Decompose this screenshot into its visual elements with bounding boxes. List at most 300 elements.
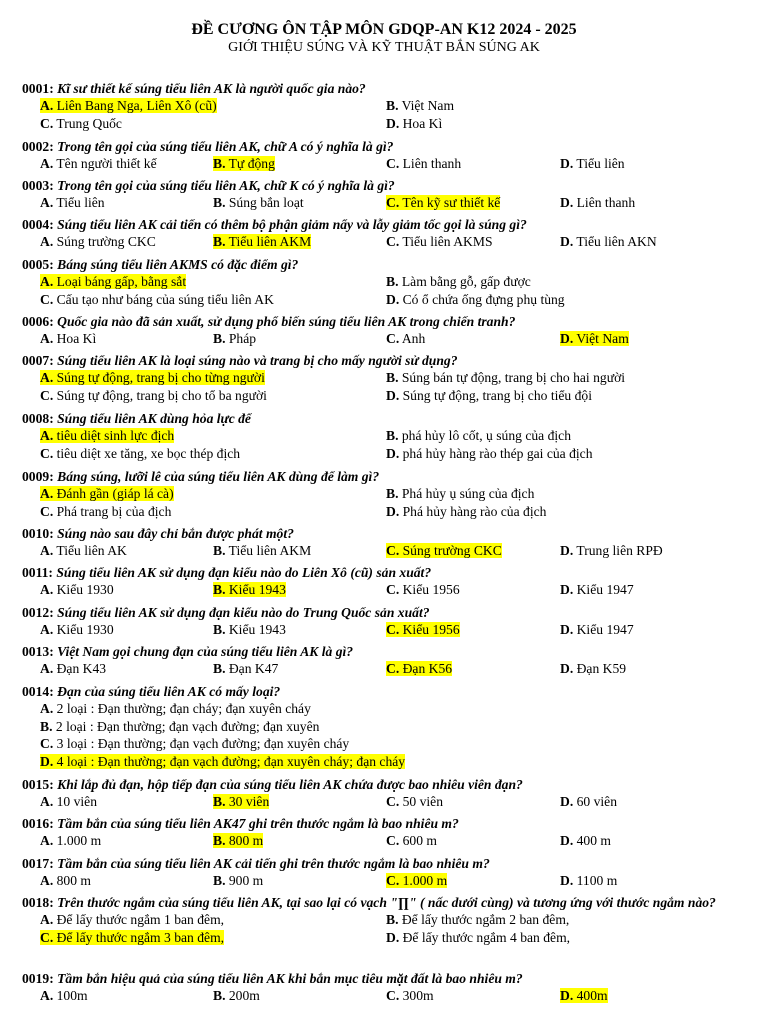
option-d bbox=[560, 661, 626, 677]
option-letter: C. bbox=[386, 156, 400, 171]
option-letter: B. bbox=[213, 582, 226, 597]
option-c bbox=[386, 582, 460, 598]
option-text: Đạn K43 bbox=[53, 661, 107, 676]
options-row bbox=[22, 660, 750, 679]
option-text: 900 m bbox=[225, 873, 264, 888]
options-row bbox=[22, 369, 750, 387]
option-letter: D. bbox=[560, 988, 574, 1003]
question-stem bbox=[22, 604, 750, 621]
question-stem bbox=[22, 256, 750, 273]
option-text: tiêu diệt xe tăng, xe bọc thép địch bbox=[53, 445, 241, 461]
option-letter: B. bbox=[213, 988, 226, 1003]
option-d bbox=[386, 504, 546, 520]
option-text: Tên người thiết kế bbox=[53, 156, 157, 171]
question-text: Súng tiểu liên AK dùng hỏa lực để bbox=[57, 411, 251, 426]
option-c bbox=[40, 446, 240, 462]
option-text: Súng bán tự động, trang bị cho hai người bbox=[398, 370, 626, 385]
option-text: Kiểu 1943 bbox=[225, 622, 286, 637]
options-row bbox=[22, 387, 750, 406]
option-letter: A. bbox=[40, 988, 54, 1003]
option-letter: A. bbox=[40, 833, 54, 848]
option-letter: A. bbox=[40, 701, 54, 716]
option-c bbox=[386, 543, 502, 559]
option-letter: D. bbox=[560, 195, 574, 210]
option-a bbox=[40, 428, 174, 444]
options-row bbox=[22, 291, 750, 310]
option-body bbox=[40, 661, 106, 676]
option-body bbox=[40, 234, 156, 249]
option-text: Phá hủy ụ súng của địch bbox=[398, 486, 535, 501]
question-stem bbox=[22, 352, 750, 369]
option-c bbox=[386, 833, 437, 849]
option-letter: C. bbox=[386, 622, 400, 637]
correct-answer-highlight bbox=[386, 195, 500, 210]
option-b bbox=[213, 543, 311, 559]
page-subtitle: GIỚI THIỆU SÚNG VÀ KỸ THUẬT BẮN SÚNG AK bbox=[228, 40, 540, 55]
option-text: 400 m bbox=[573, 833, 611, 848]
option-body bbox=[386, 794, 443, 809]
option-text: Súng tự động, trang bị cho từng người bbox=[53, 370, 265, 385]
option-letter: C. bbox=[386, 661, 400, 676]
option-letter: A. bbox=[40, 195, 54, 210]
option-b bbox=[213, 661, 278, 677]
option-text: Liên thanh bbox=[573, 195, 636, 210]
option-letter: C. bbox=[40, 445, 54, 461]
option-body bbox=[40, 504, 171, 519]
option-text: 100m bbox=[53, 988, 88, 1003]
option-text: phá hủy lô cốt, ụ súng của địch bbox=[398, 428, 571, 443]
option-body bbox=[40, 116, 122, 131]
question-text: Khi lắp đủ đạn, hộp tiếp đạn của súng tiểu liên AK chứa được bao nhiêu viên đạn? bbox=[57, 777, 523, 792]
option-d bbox=[560, 833, 611, 849]
option-letter: B. bbox=[386, 98, 399, 113]
option-text: Pháp bbox=[225, 331, 257, 346]
option-c bbox=[386, 622, 460, 638]
option-letter: B. bbox=[386, 428, 399, 443]
question-number: 0014: bbox=[22, 684, 54, 699]
option-letter: A. bbox=[40, 873, 54, 888]
options-row bbox=[22, 581, 750, 600]
option-a bbox=[40, 274, 186, 290]
question-0017 bbox=[22, 855, 750, 891]
correct-answer-highlight bbox=[213, 794, 269, 809]
option-body bbox=[386, 833, 437, 848]
option-letter: C. bbox=[40, 387, 54, 403]
correct-answer-highlight bbox=[40, 428, 174, 443]
options-row bbox=[22, 427, 750, 445]
option-text: Kiểu 1956 bbox=[399, 582, 460, 597]
option-text: 1100 m bbox=[573, 873, 618, 888]
option-a bbox=[40, 156, 157, 172]
option-text: 800 m bbox=[53, 873, 91, 888]
option-d bbox=[560, 582, 634, 598]
option-text: 2 loại : Đạn thường; đạn vạch đường; đạn xuyên bbox=[52, 718, 320, 734]
option-d bbox=[386, 446, 593, 462]
option-d bbox=[560, 873, 617, 889]
options-row bbox=[22, 987, 750, 1006]
option-body bbox=[40, 719, 319, 734]
option-c bbox=[386, 156, 461, 172]
option-body bbox=[560, 543, 663, 558]
option-letter: A. bbox=[40, 582, 54, 597]
option-text: Súng tự động, trang bị cho tiểu đội bbox=[399, 387, 592, 403]
option-letter: D. bbox=[386, 445, 400, 461]
option-body bbox=[40, 582, 114, 597]
option-text: 1.000 m bbox=[53, 833, 102, 848]
correct-answer-highlight bbox=[40, 98, 217, 113]
option-text: Việt Nam bbox=[573, 331, 629, 346]
question-number: 0003: bbox=[22, 178, 54, 193]
options-row bbox=[22, 735, 750, 753]
question-text: Tầm bắn của súng tiểu liên AK47 ghi trên thước ngắm là bao nhiêu m? bbox=[57, 816, 459, 831]
question-number: 0005: bbox=[22, 257, 54, 272]
options-row bbox=[22, 233, 750, 252]
option-text: Có ổ chứa ống đựng phụ tùng bbox=[399, 291, 565, 307]
option-letter: B. bbox=[213, 195, 226, 210]
question-text: Tầm bắn của súng tiểu liên AK cải tiến ghi trên thước ngắm là bao nhiêu m? bbox=[57, 856, 490, 871]
option-text: 10 viên bbox=[53, 794, 98, 809]
option-b bbox=[213, 794, 269, 810]
option-text: Đạn K47 bbox=[225, 661, 279, 676]
question-number: 0013: bbox=[22, 644, 54, 659]
option-letter: C. bbox=[386, 794, 400, 809]
question-stem bbox=[22, 177, 750, 194]
correct-answer-highlight bbox=[213, 833, 263, 848]
options-row bbox=[22, 155, 750, 174]
option-letter: D. bbox=[386, 387, 400, 403]
question-number: 0016: bbox=[22, 816, 54, 831]
option-b bbox=[213, 873, 263, 889]
option-text: Trung liên RPĐ bbox=[573, 543, 663, 558]
options-row bbox=[22, 445, 750, 464]
option-text: Tiểu liên AK bbox=[53, 543, 127, 558]
question-stem bbox=[22, 313, 750, 330]
option-letter: A. bbox=[40, 486, 54, 501]
question-text: Việt Nam gọi chung đạn của súng tiểu liên AK là gì? bbox=[57, 644, 354, 659]
option-body bbox=[40, 873, 91, 888]
question-text: Trong tên gọi của súng tiểu liên AK, chữ A có ý nghĩa là gì? bbox=[57, 139, 394, 154]
question-number: 0017: bbox=[22, 856, 54, 871]
correct-answer-highlight bbox=[386, 622, 460, 637]
option-body bbox=[213, 988, 260, 1003]
option-body bbox=[40, 701, 311, 716]
option-text: Súng trường CKC bbox=[399, 543, 502, 558]
question-stem bbox=[22, 776, 750, 793]
option-letter: B. bbox=[213, 543, 226, 558]
question-number: 0009: bbox=[22, 469, 54, 484]
question-0001 bbox=[22, 80, 750, 134]
option-b bbox=[386, 274, 531, 290]
option-letter: C. bbox=[40, 115, 54, 131]
option-body bbox=[40, 446, 240, 461]
option-text: Đạn K59 bbox=[573, 661, 627, 676]
correct-answer-highlight bbox=[40, 370, 265, 385]
option-letter: D. bbox=[560, 543, 574, 558]
option-d bbox=[386, 388, 592, 404]
option-text: 300m bbox=[399, 988, 434, 1003]
option-letter: D. bbox=[386, 291, 400, 307]
option-letter: C. bbox=[40, 503, 54, 519]
option-body bbox=[40, 912, 224, 927]
option-body bbox=[40, 331, 96, 346]
question-0015 bbox=[22, 776, 750, 812]
option-a bbox=[40, 582, 114, 598]
option-text: 800 m bbox=[225, 833, 264, 848]
question-number: 0010: bbox=[22, 526, 54, 541]
question-stem bbox=[22, 468, 750, 485]
option-d bbox=[560, 234, 657, 250]
question-0016 bbox=[22, 815, 750, 851]
option-letter: D. bbox=[40, 753, 54, 769]
question-number: 0004: bbox=[22, 217, 54, 232]
option-letter: D. bbox=[560, 331, 574, 346]
options-row bbox=[22, 718, 750, 736]
option-c bbox=[386, 988, 434, 1004]
option-d bbox=[560, 794, 617, 810]
options-row bbox=[22, 872, 750, 891]
option-c bbox=[386, 195, 500, 211]
option-body bbox=[40, 195, 105, 210]
options-row bbox=[22, 97, 750, 115]
correct-answer-highlight bbox=[213, 234, 311, 249]
option-body bbox=[40, 988, 88, 1003]
option-letter: B. bbox=[386, 370, 399, 385]
option-body bbox=[213, 543, 311, 558]
option-d bbox=[560, 331, 629, 347]
option-a bbox=[40, 912, 224, 928]
option-a bbox=[40, 486, 174, 502]
option-text: Tên kỹ sư thiết kế bbox=[399, 195, 501, 210]
options-row bbox=[22, 621, 750, 640]
option-a bbox=[40, 234, 156, 250]
option-b bbox=[40, 719, 319, 735]
option-text: Liên Bang Nga, Liên Xô (cũ) bbox=[53, 98, 217, 113]
question-stem bbox=[22, 410, 750, 427]
option-letter: D. bbox=[560, 794, 574, 809]
correct-answer-highlight bbox=[386, 543, 502, 558]
option-body bbox=[386, 292, 565, 307]
option-c bbox=[386, 234, 493, 250]
option-body bbox=[560, 234, 657, 249]
option-text: Kiểu 1956 bbox=[399, 622, 460, 637]
option-body bbox=[386, 234, 493, 249]
option-letter: A. bbox=[40, 661, 54, 676]
option-body bbox=[386, 912, 569, 927]
option-b bbox=[213, 582, 286, 598]
option-letter: D. bbox=[386, 115, 400, 131]
options-row bbox=[22, 503, 750, 522]
option-letter: C. bbox=[40, 929, 54, 945]
option-c bbox=[40, 930, 224, 946]
option-body bbox=[386, 930, 570, 945]
option-letter: B. bbox=[40, 718, 53, 734]
option-letter: A. bbox=[40, 622, 54, 637]
option-body bbox=[213, 622, 286, 637]
option-a bbox=[40, 370, 265, 386]
correct-answer-highlight bbox=[40, 486, 174, 501]
question-text: Tầm bắn hiệu quả của súng tiểu liên AK khi bắn mục tiêu mặt đất là bao nhiêu m? bbox=[57, 971, 523, 986]
option-body bbox=[386, 428, 571, 443]
option-letter: C. bbox=[40, 736, 54, 751]
question-text: Súng nào sau đây chỉ bắn được phát một? bbox=[57, 526, 294, 541]
option-body bbox=[40, 543, 127, 558]
option-text: Loại báng gấp, bằng sắt bbox=[53, 274, 187, 289]
option-text: Kiểu 1943 bbox=[225, 582, 286, 597]
option-c bbox=[40, 504, 171, 520]
option-body bbox=[386, 156, 461, 171]
options-row bbox=[22, 911, 750, 929]
question-stem bbox=[22, 683, 750, 700]
option-body bbox=[213, 331, 256, 346]
option-body bbox=[386, 370, 625, 385]
options-row bbox=[22, 115, 750, 134]
question-text: Súng tiểu liên AK sử dụng đạn kiểu nào do Trung Quốc sản xuất? bbox=[57, 605, 430, 620]
option-a bbox=[40, 661, 106, 677]
option-text: Đánh gần (giáp lá cà) bbox=[53, 486, 174, 501]
option-body bbox=[213, 661, 278, 676]
question-number: 0019: bbox=[22, 971, 54, 986]
option-a bbox=[40, 873, 91, 889]
option-body bbox=[386, 98, 454, 113]
option-letter: C. bbox=[386, 543, 400, 558]
question-0019 bbox=[22, 970, 750, 1006]
question-0011 bbox=[22, 564, 750, 600]
option-letter: D. bbox=[560, 622, 574, 637]
options-row bbox=[22, 929, 750, 948]
option-d bbox=[560, 988, 608, 1004]
option-letter: B. bbox=[386, 274, 399, 289]
option-d bbox=[386, 292, 565, 308]
option-letter: C. bbox=[386, 331, 400, 346]
option-letter: A. bbox=[40, 370, 54, 385]
option-body bbox=[386, 486, 534, 501]
option-letter: A. bbox=[40, 98, 54, 113]
question-0013 bbox=[22, 643, 750, 679]
option-text: Liên thanh bbox=[399, 156, 462, 171]
option-b bbox=[386, 486, 534, 502]
option-c bbox=[40, 736, 349, 752]
option-text: Tiểu liên AKMS bbox=[399, 234, 493, 249]
option-a bbox=[40, 794, 97, 810]
option-a bbox=[40, 701, 311, 717]
options-row bbox=[22, 793, 750, 812]
option-text: Kiểu 1947 bbox=[573, 622, 634, 637]
option-body bbox=[386, 988, 434, 1003]
option-a bbox=[40, 195, 105, 211]
question-text: Trong tên gọi của súng tiểu liên AK, chữ K có ý nghĩa là gì? bbox=[57, 178, 395, 193]
correct-answer-highlight bbox=[213, 582, 286, 597]
option-b bbox=[213, 988, 260, 1004]
options-row bbox=[22, 194, 750, 213]
option-body bbox=[560, 195, 635, 210]
option-body bbox=[386, 331, 425, 346]
question-0012 bbox=[22, 604, 750, 640]
option-body bbox=[560, 622, 634, 637]
option-body bbox=[40, 388, 267, 403]
option-letter: B. bbox=[213, 234, 226, 249]
question-stem bbox=[22, 815, 750, 832]
option-body bbox=[560, 661, 626, 676]
question-text: Báng súng, lưỡi lê của súng tiểu liên AK dùng để làm gì? bbox=[57, 469, 380, 484]
option-body bbox=[560, 833, 611, 848]
option-text: Việt Nam bbox=[398, 98, 455, 113]
option-text: 30 viên bbox=[225, 794, 270, 809]
correct-answer-highlight bbox=[213, 156, 275, 171]
option-text: 1.000 m bbox=[399, 873, 448, 888]
question-0006 bbox=[22, 313, 750, 349]
question-number: 0012: bbox=[22, 605, 54, 620]
question-0007 bbox=[22, 352, 750, 406]
option-d bbox=[386, 930, 570, 946]
option-b bbox=[386, 370, 625, 386]
option-b bbox=[386, 98, 454, 114]
option-letter: C. bbox=[386, 195, 400, 210]
option-c bbox=[40, 388, 267, 404]
option-a bbox=[40, 622, 114, 638]
option-body bbox=[40, 156, 157, 171]
question-number: 0011: bbox=[22, 565, 53, 580]
option-text: tiêu diệt sinh lực địch bbox=[53, 428, 175, 443]
option-b bbox=[213, 156, 275, 172]
question-0014 bbox=[22, 683, 750, 770]
option-letter: D. bbox=[560, 833, 574, 848]
option-letter: D. bbox=[560, 156, 574, 171]
question-text: Súng tiểu liên AK cải tiến có thêm bộ phận giảm nẩy và lẫy giảm tốc gọi là súng gì? bbox=[57, 217, 527, 232]
option-letter: A. bbox=[40, 794, 54, 809]
option-text: Để lấy thước ngắm 4 ban đêm, bbox=[399, 929, 571, 945]
option-letter: D. bbox=[386, 503, 400, 519]
correct-answer-highlight bbox=[40, 754, 405, 769]
correct-answer-highlight bbox=[560, 988, 608, 1003]
question-text: Quốc gia nào đã sản xuất, sử dụng phổ biến súng tiểu liên AK trong chiến tranh? bbox=[57, 314, 516, 329]
question-number: 0008: bbox=[22, 411, 54, 426]
question-text: Súng tiểu liên AK là loại súng nào và trang bị cho mấy người sử dụng? bbox=[57, 353, 458, 368]
option-b bbox=[213, 234, 311, 250]
option-letter: A. bbox=[40, 543, 54, 558]
correct-answer-highlight bbox=[40, 930, 224, 945]
option-letter: B. bbox=[386, 486, 399, 501]
option-b bbox=[213, 331, 256, 347]
option-letter: B. bbox=[213, 794, 226, 809]
option-d bbox=[560, 195, 635, 211]
option-text: 600 m bbox=[399, 833, 437, 848]
option-letter: B. bbox=[213, 156, 226, 171]
option-body bbox=[560, 794, 617, 809]
options-row bbox=[22, 700, 750, 718]
question-number: 0001: bbox=[22, 81, 54, 96]
option-body bbox=[40, 622, 114, 637]
option-text: Phá hủy hàng rào của địch bbox=[399, 503, 547, 519]
option-letter: B. bbox=[213, 622, 226, 637]
option-body bbox=[386, 446, 593, 461]
option-body bbox=[386, 582, 460, 597]
correct-answer-highlight bbox=[386, 873, 447, 888]
option-text: Kiểu 1930 bbox=[53, 582, 114, 597]
option-text: Tiểu liên bbox=[53, 195, 105, 210]
option-letter: C. bbox=[40, 291, 54, 307]
options-row bbox=[22, 753, 750, 771]
option-text: 2 loại : Đạn thường; đạn cháy; đạn xuyên cháy bbox=[53, 701, 311, 716]
option-a bbox=[40, 833, 101, 849]
option-d bbox=[560, 543, 663, 559]
option-a bbox=[40, 98, 217, 114]
option-text: Anh bbox=[399, 331, 426, 346]
option-letter: A. bbox=[40, 331, 54, 346]
option-text: Trung Quốc bbox=[53, 115, 122, 131]
question-text: Báng súng tiểu liên AKMS có đặc điểm gì? bbox=[57, 257, 299, 272]
question-number: 0007: bbox=[22, 353, 54, 368]
option-a bbox=[40, 988, 88, 1004]
